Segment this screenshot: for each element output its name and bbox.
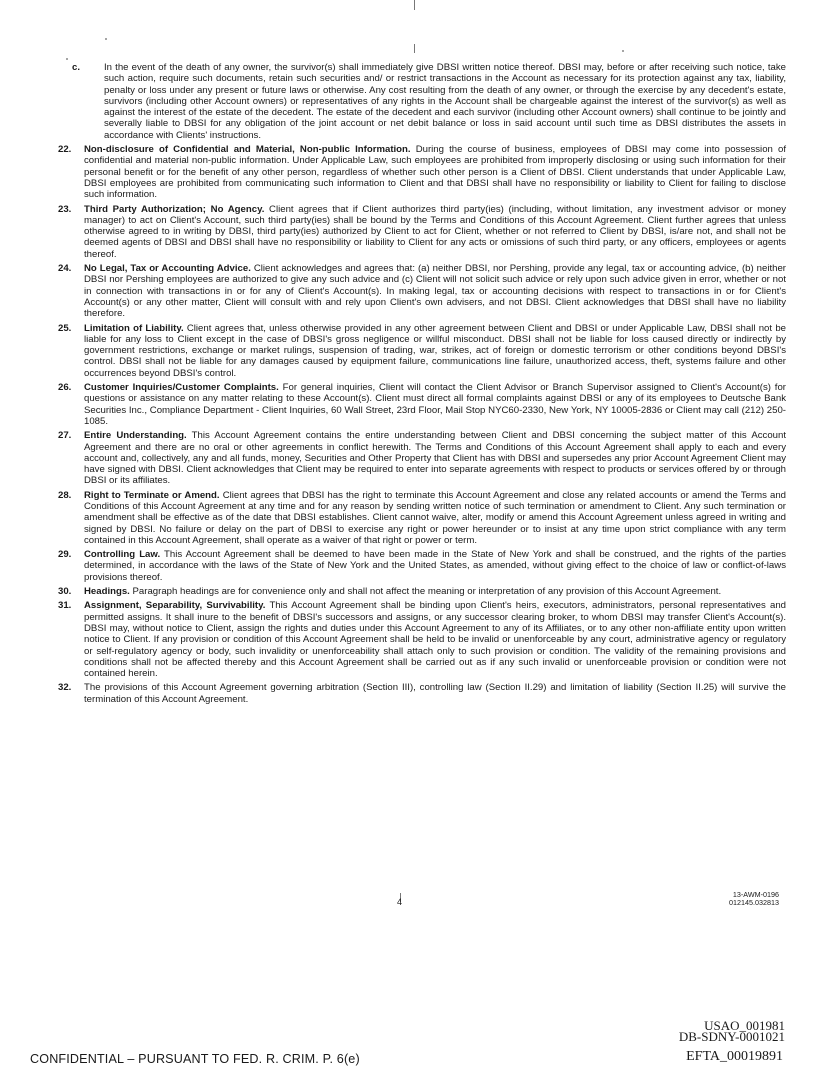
section-number: 29. <box>58 549 72 561</box>
section-text: Client acknowledges and agrees that: (a) neither DBSI, nor Pershing, provide any legal, tax or accounting advice, (b) neither DBSI nor Pershing employees are authorized to give any such advice and (c) Client will not solicit such advice or rely upon such advice given in error, whether or not in connection with transactions in or for any of Client's Account(s). In making legal, tax or accounting decisions with respect to transactions in or for Client's Account(s) or any other matter, Client will consult with and rely upon Client's own advisers, and not DBSI. Client acknowledges that DBSI shall have no liability therefore. <box>84 263 786 320</box>
section-text: This Account Agreement shall be binding upon Client's heirs, executors, administrators, personal representatives and permitted assigns. It shall inure to the benefit of DBSI's successors and assigns, or any successor clearing broker, to whom DBSI may transfer Client's Account(s). DBSI may, without notice to Client, assign the rights and duties under this Account Agreement to any of its Affiliates, or to any other non-affiliate entity upon written notice to Client. If any provision or condition of this Account Agreement shall be held to be invalid or unenforceable by any court, administrative agency or regulatory or self-regulatory agency or body, such invalidity or unenforceability shall attach only to such provision or condition. The validity of the remaining provisions and conditions shall not be affected thereby and this Account Agreement shall be carried out as if any such invalid or unenforceable provision or condition were not contained herein. <box>84 600 786 680</box>
page-number: 4 <box>397 897 403 907</box>
section-text: The provisions of this Account Agreement governing arbitration (Section III), controlling law (Section II.29) and limitation of liability (Section II.25) will survive the termination of this Account Agreement. <box>84 682 786 705</box>
scan-speck <box>66 58 68 60</box>
section-number: 31. <box>58 600 72 612</box>
section-number: 24. <box>58 263 72 275</box>
section-number: 28. <box>58 489 72 501</box>
section-29 <box>58 549 786 583</box>
section-heading: Third Party Authorization; No Agency. <box>84 203 265 215</box>
section-text: Paragraph headings are for convenience only and shall not affect the meaning or interpretation of any provision of this Account Agreement. <box>129 586 722 598</box>
scan-mark <box>414 0 415 10</box>
section-text: Client agrees that, unless otherwise provided in any other agreement between Client and DBSI or under Applicable Law, DBSI shall not be liable for any loss to Client except in the case of DBSI's gross negligence or willful misconduct. DBSI shall not be liable for loss caused directly or indirectly by government restrictions, exchange or market rulings, suspension of trading, war, strikes, act of foreign or domestic terrorism or other conditions beyond DBSI's control. DBSI shall not be liable for any damages caused by equipment failure, communications line failure, unauthorized access, theft, systems failure and other occurrences beyond DBSI's control. <box>84 322 786 379</box>
confidential-notice: CONFIDENTIAL – PURSUANT TO FED. R. CRIM. P. 6(e) <box>30 1052 360 1066</box>
section-heading: No Legal, Tax or Accounting Advice. <box>84 263 251 275</box>
section-27 <box>58 430 786 486</box>
section-text: For general inquiries, Client will contact the Client Advisor or Branch Supervisor assigned to Client's Account(s) for questions or assistance on any matter relating to these Account(s). Client must direct all formal complaints against DBSI or any of its employees to Deutsche Bank Securities Inc., Compliance Department - Client Inquiries, 60 Wall Street, 23rd Floor, Mail Stop NYC60-2330, New York, NY 10005-2836 or Client may call (212) 250-1085. <box>84 382 786 427</box>
section-text: This Account Agreement contains the entire understanding between Client and DBSI concerning the subject matter of this Account Agreement and there are no oral or other agreements in conflict herewith. The Terms and Conditions of this Account Agreement shall apply to each and every account and, collectively, any and all funds, money, Securities and Other Property that Client has with DBSI and supersedes any prior Account Agreement Client may have signed with DBSI. Client acknowledges that Client may be required to enter into separate agreements with respect to products or services offered by or through DBSI or its affiliates. <box>84 430 786 487</box>
agreement-body <box>58 62 786 708</box>
section-text: During the course of business, employees of DBSI may come into possession of confidential and material non-public information. Under Applicable Law, such employees are prohibited from improperly disclosing or using such information for their personal benefit or for the benefit of any other person, regardless of whether such other person is a Client of DBSI. Client understands that under Applicable Law, DBSI employees are prohibited from communicating such information to Client and that DBSI shall have no responsibility or liability to Client for failing to disclose such information. <box>84 144 786 201</box>
section-number: 32. <box>58 682 72 694</box>
section-number: 30. <box>58 586 72 598</box>
section-text: Client agrees that if Client authorizes third party(ies) (including, without limitation, any investment advisor or money manager) to act on Client's Account, such third party(ies) shall be bound by the Terms and Conditions of this Account Agreement. Client further agrees that unless otherwise agreed to in writing by DBSI, third party(ies) authorized by Client to act for Client, whether or not referred to Client by DBSI, is/are not, and shall not be deemed agents of DBSI and DBSI shall have no responsibility or liability to Client for any acts or omissions of such third party, or any officers, employees or agents thereof. <box>84 203 786 260</box>
section-31 <box>58 600 786 679</box>
section-30 <box>58 586 786 597</box>
section-heading: Headings. <box>84 586 130 598</box>
clause-text: In the event of the death of any owner, the survivor(s) shall immediately give DBSI written notice thereof. DBSI may, before or after receiving such notice, take such action, require such documents, retain such securities and/ or restrict transactions in the Account as necessary for its protection against any tax, liability, penalty or loss under any present or future laws or otherwise. Any cost resulting from the death of any owner, or through the exercise by any decedent's estate, survivors (including other Account owners) or representatives of any rights in the Account shall be chargeable against the interest of the survivor(s) as well as against the interest of the estate of the decedent. The estate of the decedent and each survivor (including other Account owners) shall continue to be jointly and severally liable to DBSI for any obligation of the joint account or net debit balance or loss in said account until such time as DBSI distributes the assets in accordance with Clients' instructions. <box>104 62 786 141</box>
form-code: 13-AWM-0196 <box>732 890 779 899</box>
bates-usao: USAO_001981 <box>704 1018 785 1033</box>
bates-stamp <box>679 1020 785 1042</box>
efta-stamp: EFTA_00019891 <box>686 1049 783 1064</box>
scan-speck <box>622 50 624 52</box>
scan-speck <box>105 38 107 40</box>
section-26 <box>58 382 786 427</box>
section-number: 25. <box>58 322 72 334</box>
section-heading: Right to Terminate or Amend. <box>84 489 220 501</box>
clause-label: c. <box>72 62 81 73</box>
section-heading: Non-disclosure of Confidential and Material, Non-public Information. <box>84 144 411 156</box>
section-number: 23. <box>58 203 72 215</box>
section-number: 26. <box>58 382 72 394</box>
section-text: This Account Agreement shall be deemed to have been made in the State of New York and shall be construed, and the rights of the parties determined, in accordance with the laws of the State of New York and the United States, as amended, without giving effect to the choice of law or conflict-of-laws provisions thereof. <box>84 549 787 583</box>
section-number: 27. <box>58 430 72 442</box>
section-heading: Limitation of Liability. <box>84 322 184 334</box>
section-heading: Controlling Law. <box>84 549 161 561</box>
section-32 <box>58 682 786 705</box>
section-28 <box>58 490 786 546</box>
section-25 <box>58 323 786 379</box>
bates-db: DB-SDNY-0001021 <box>678 1029 785 1044</box>
section-23 <box>58 204 786 260</box>
section-heading: Customer Inquiries/Customer Complaints. <box>84 382 279 394</box>
section-heading: Entire Understanding. <box>84 430 187 442</box>
form-date-code: 012145.032813 <box>729 898 779 908</box>
section-22 <box>58 144 786 200</box>
clause-c <box>58 62 786 141</box>
scan-mark <box>414 44 415 53</box>
form-reference <box>729 891 779 908</box>
section-number: 22. <box>58 144 72 156</box>
section-heading: Assignment, Separability, Survivability. <box>84 600 266 612</box>
section-text: Client agrees that DBSI has the right to terminate this Account Agreement and close any related accounts or amend the Terms and Conditions of this Account Agreement at any time and for any reason by sending written notice of such termination or amendment to Client. Any such termination or amendment shall be effective as of the date that DBSI establishes. Client cannot waive, alter, modify or amend this Account Agreement unless agreed in writing and signed by DBSI. No failure or delay on the part of DBSI to exercise any right or power hereunder or to insist at any time upon strict compliance with any term contained in this Account Agreement, shall operate as a waiver of that right or power or term. <box>84 489 786 546</box>
section-24 <box>58 263 786 319</box>
